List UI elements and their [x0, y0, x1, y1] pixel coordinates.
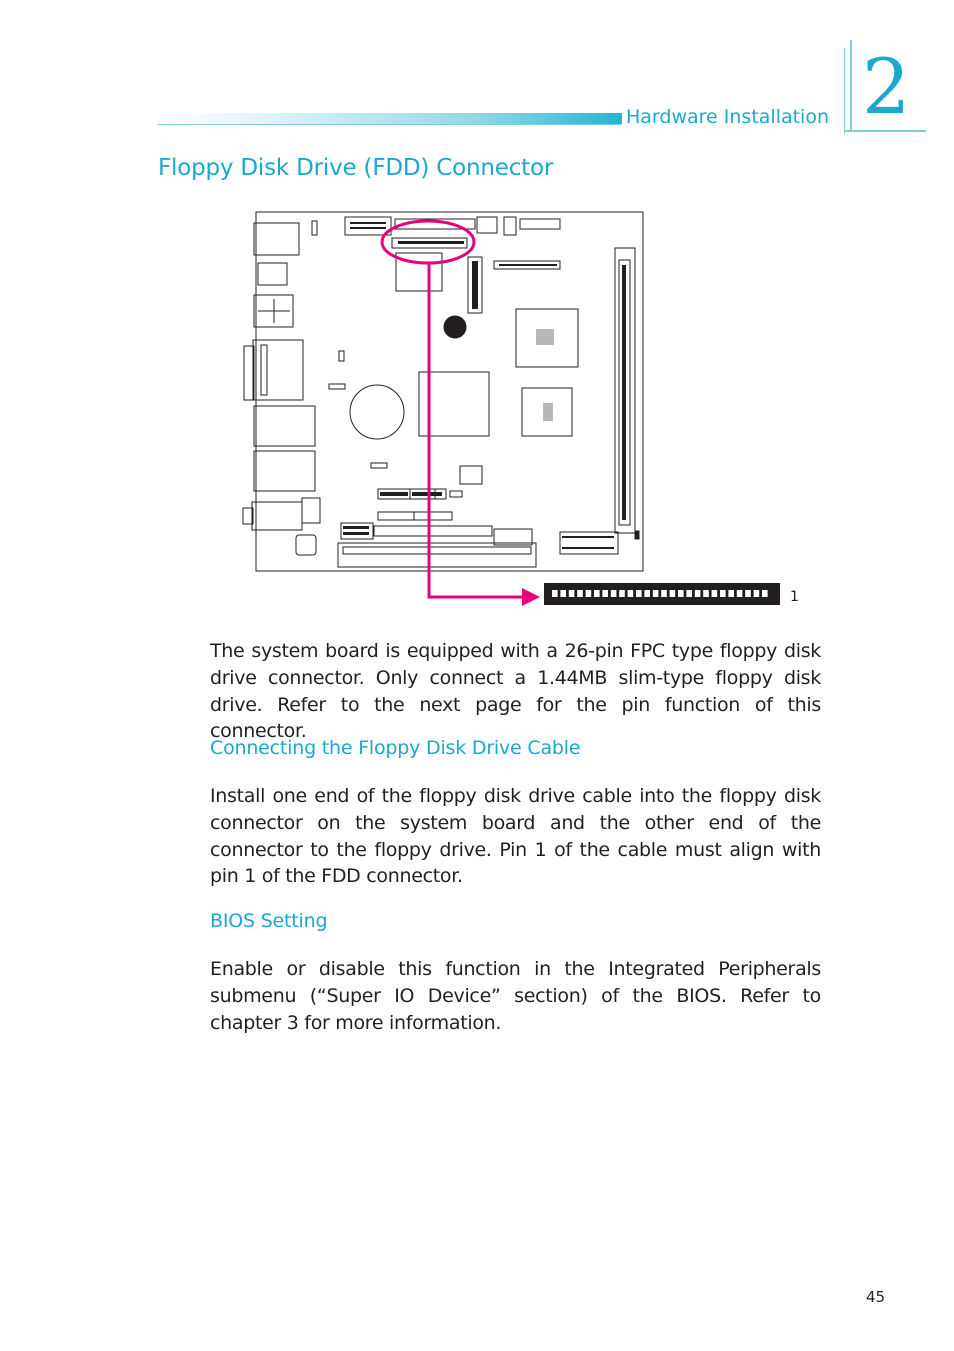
ide-connector	[374, 526, 492, 536]
io-port	[254, 223, 299, 255]
fdd-pin	[577, 590, 583, 597]
motherboard-diagram	[240, 205, 820, 619]
header-connector	[504, 217, 516, 235]
header-connector	[345, 217, 391, 235]
battery	[350, 385, 404, 439]
fdd-pin	[695, 590, 701, 597]
fdd-pin	[636, 590, 642, 597]
chip	[296, 535, 316, 555]
fdd-pin	[560, 590, 566, 597]
fdd-pin	[703, 590, 709, 597]
header-connector	[414, 512, 452, 520]
audio-port	[252, 502, 302, 530]
chapter-number: 2	[862, 42, 911, 131]
fdd-pin	[678, 590, 684, 597]
fdd-pin	[611, 590, 617, 597]
fdd-pin	[569, 590, 575, 597]
fdd-pin	[552, 590, 558, 597]
header-connector	[520, 219, 560, 229]
header-connector	[477, 217, 497, 233]
fdd-pin	[653, 590, 659, 597]
buzzer	[444, 316, 466, 338]
page-number: 45	[866, 1288, 886, 1306]
fdd-pin	[586, 590, 592, 597]
section-title: Floppy Disk Drive (FDD) Connector	[158, 155, 554, 181]
chapter-tab-line	[844, 48, 845, 134]
fdd-pin	[754, 590, 760, 597]
header-connector	[378, 512, 414, 520]
intro-paragraph: The system board is equipped with a 26-pin FPC type floppy disk drive connector. Only connect a 1.44MB slim-type floppy disk drive. Refer to the next page for the pin function of this connector.	[210, 640, 821, 743]
bios-heading: BIOS Setting	[210, 910, 328, 932]
board-outline	[256, 212, 643, 571]
header-section-label: Hardware Installation	[626, 106, 830, 128]
fdd-pin	[644, 590, 650, 597]
fdd-pin	[720, 590, 726, 597]
fdd-pin	[745, 590, 751, 597]
chapter-tab-line	[850, 40, 852, 132]
lan-port	[254, 451, 315, 491]
header-connector	[341, 523, 373, 539]
fdd-pin	[619, 590, 625, 597]
fdd-pin	[762, 590, 768, 597]
chip	[460, 466, 482, 484]
fdd-pin	[661, 590, 667, 597]
fdd-pin	[728, 590, 734, 597]
bios-paragraph: Enable or disable this function in the Integrated Peripherals submenu (“Super IO Device” section) of the BIOS. Refer to chapter 3 for more information.	[210, 958, 821, 1034]
fdd-pin	[712, 590, 718, 597]
cable-paragraph: Install one end of the floppy disk drive cable into the floppy disk connector on the system board and the other end of the connector to the floppy drive. Pin 1 of the cable must align with pin 1 of the FDD connector.	[210, 785, 821, 888]
fdd-pin	[602, 590, 608, 597]
fdd-pin	[628, 590, 634, 597]
usb-port	[254, 406, 315, 446]
header-underline	[158, 124, 622, 125]
fdd-pin	[737, 590, 743, 597]
io-port	[258, 263, 287, 285]
callout-arrowhead	[522, 588, 540, 606]
cable-heading: Connecting the Floppy Disk Drive Cable	[210, 737, 581, 759]
fdd-pin	[670, 590, 676, 597]
fdd-pin	[686, 590, 692, 597]
header-connector	[560, 532, 618, 554]
fdd-pin	[594, 590, 600, 597]
pin-1-label: 1	[790, 589, 799, 605]
